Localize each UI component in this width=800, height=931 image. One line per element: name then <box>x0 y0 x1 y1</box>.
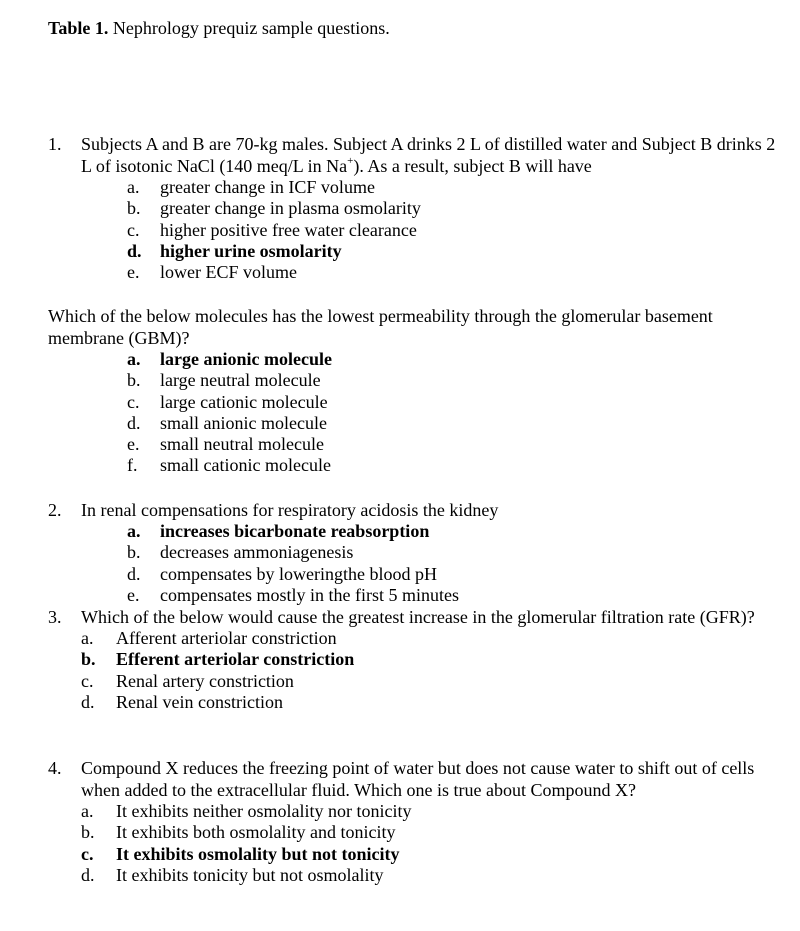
question-4 <box>48 757 778 886</box>
option-item: d. small anionic molecule <box>127 412 327 433</box>
question-2-options <box>48 521 778 606</box>
table-caption-text: Nephrology prequiz sample questions. <box>108 18 390 38</box>
option-item: b. It exhibits both osmolality and tonicity <box>81 822 396 843</box>
question-gbm-stem <box>48 305 778 349</box>
question-3-stem-text: Which of the below would cause the greatest increase in the glomerular filtration rate (GFR)? <box>81 607 755 627</box>
question-3 <box>48 606 778 713</box>
correct-option-item: d. higher urine osmolarity <box>127 240 342 261</box>
correct-option-item: a. large anionic molecule <box>127 349 332 369</box>
correct-option-item: b. Efferent arteriolar constriction <box>81 649 355 670</box>
option-item: b. large neutral molecule <box>127 370 321 391</box>
table-caption <box>48 17 390 39</box>
question-3-options <box>48 628 778 713</box>
sodium-superscript: + <box>347 155 354 167</box>
option-item: d. Renal vein constriction <box>81 691 283 712</box>
question-2-stem-text: In renal compensations for respiratory acidosis the kidney <box>81 500 499 520</box>
option-item: b. decreases ammoniagenesis <box>127 542 354 563</box>
correct-option-item: c. It exhibits osmolality but not tonicity <box>81 843 400 864</box>
question-2 <box>48 499 778 606</box>
question-4-stem-text: Compound X reduces the freezing point of water but does not cause water to shift out of cells when added to the extracellular fluid. Which one is true about Compound X? <box>81 758 755 800</box>
option-item: c. Renal artery constriction <box>81 670 294 691</box>
option-item: c. higher positive free water clearance <box>127 219 417 240</box>
question-gbm-options <box>48 349 778 477</box>
table-caption-label: Table 1. <box>48 18 109 38</box>
question-gbm-stem-text: Which of the below molecules has the lowest permeability through the glomerular basement membrane (GBM)? <box>48 306 713 348</box>
question-1 <box>48 133 778 283</box>
option-item: f. small cationic molecule <box>127 455 331 476</box>
question-gbm <box>48 305 778 477</box>
question-1-stem-text: Subjects A and B are 70-kg males. Subject A drinks 2 L of distilled water and Subject B drinks 2 L of isotonic NaCl (140 meq/L in Na <box>81 134 776 176</box>
option-item: a. It exhibits neither osmolality nor tonicity <box>81 801 412 821</box>
question-2-stem <box>48 499 778 521</box>
question-4-stem <box>48 757 778 801</box>
option-item: e. small neutral molecule <box>127 434 324 455</box>
question-1-number: 1. <box>48 134 62 154</box>
option-item: e. lower ECF volume <box>127 262 297 283</box>
question-1-stem-end: ). As a result, subject B will have <box>353 156 592 176</box>
option-item: d. It exhibits tonicity but not osmolality <box>81 864 384 885</box>
question-2-number: 2. <box>48 500 62 520</box>
question-3-stem <box>48 606 778 628</box>
question-4-options <box>48 801 778 886</box>
question-3-number: 3. <box>48 607 62 627</box>
option-item: d. compensates by loweringthe blood pH <box>127 563 437 584</box>
option-item: c. large cationic molecule <box>127 391 328 412</box>
correct-option-item: a. increases bicarbonate reabsorption <box>127 521 430 541</box>
question-1-stem <box>48 133 778 177</box>
option-item: a. Afferent arteriolar constriction <box>81 628 337 648</box>
option-item: b. greater change in plasma osmolarity <box>127 198 421 219</box>
question-4-number: 4. <box>48 758 62 778</box>
question-1-options <box>48 177 778 283</box>
option-item: a. greater change in ICF volume <box>127 177 375 197</box>
option-item: e. compensates mostly in the first 5 minutes <box>127 584 459 605</box>
